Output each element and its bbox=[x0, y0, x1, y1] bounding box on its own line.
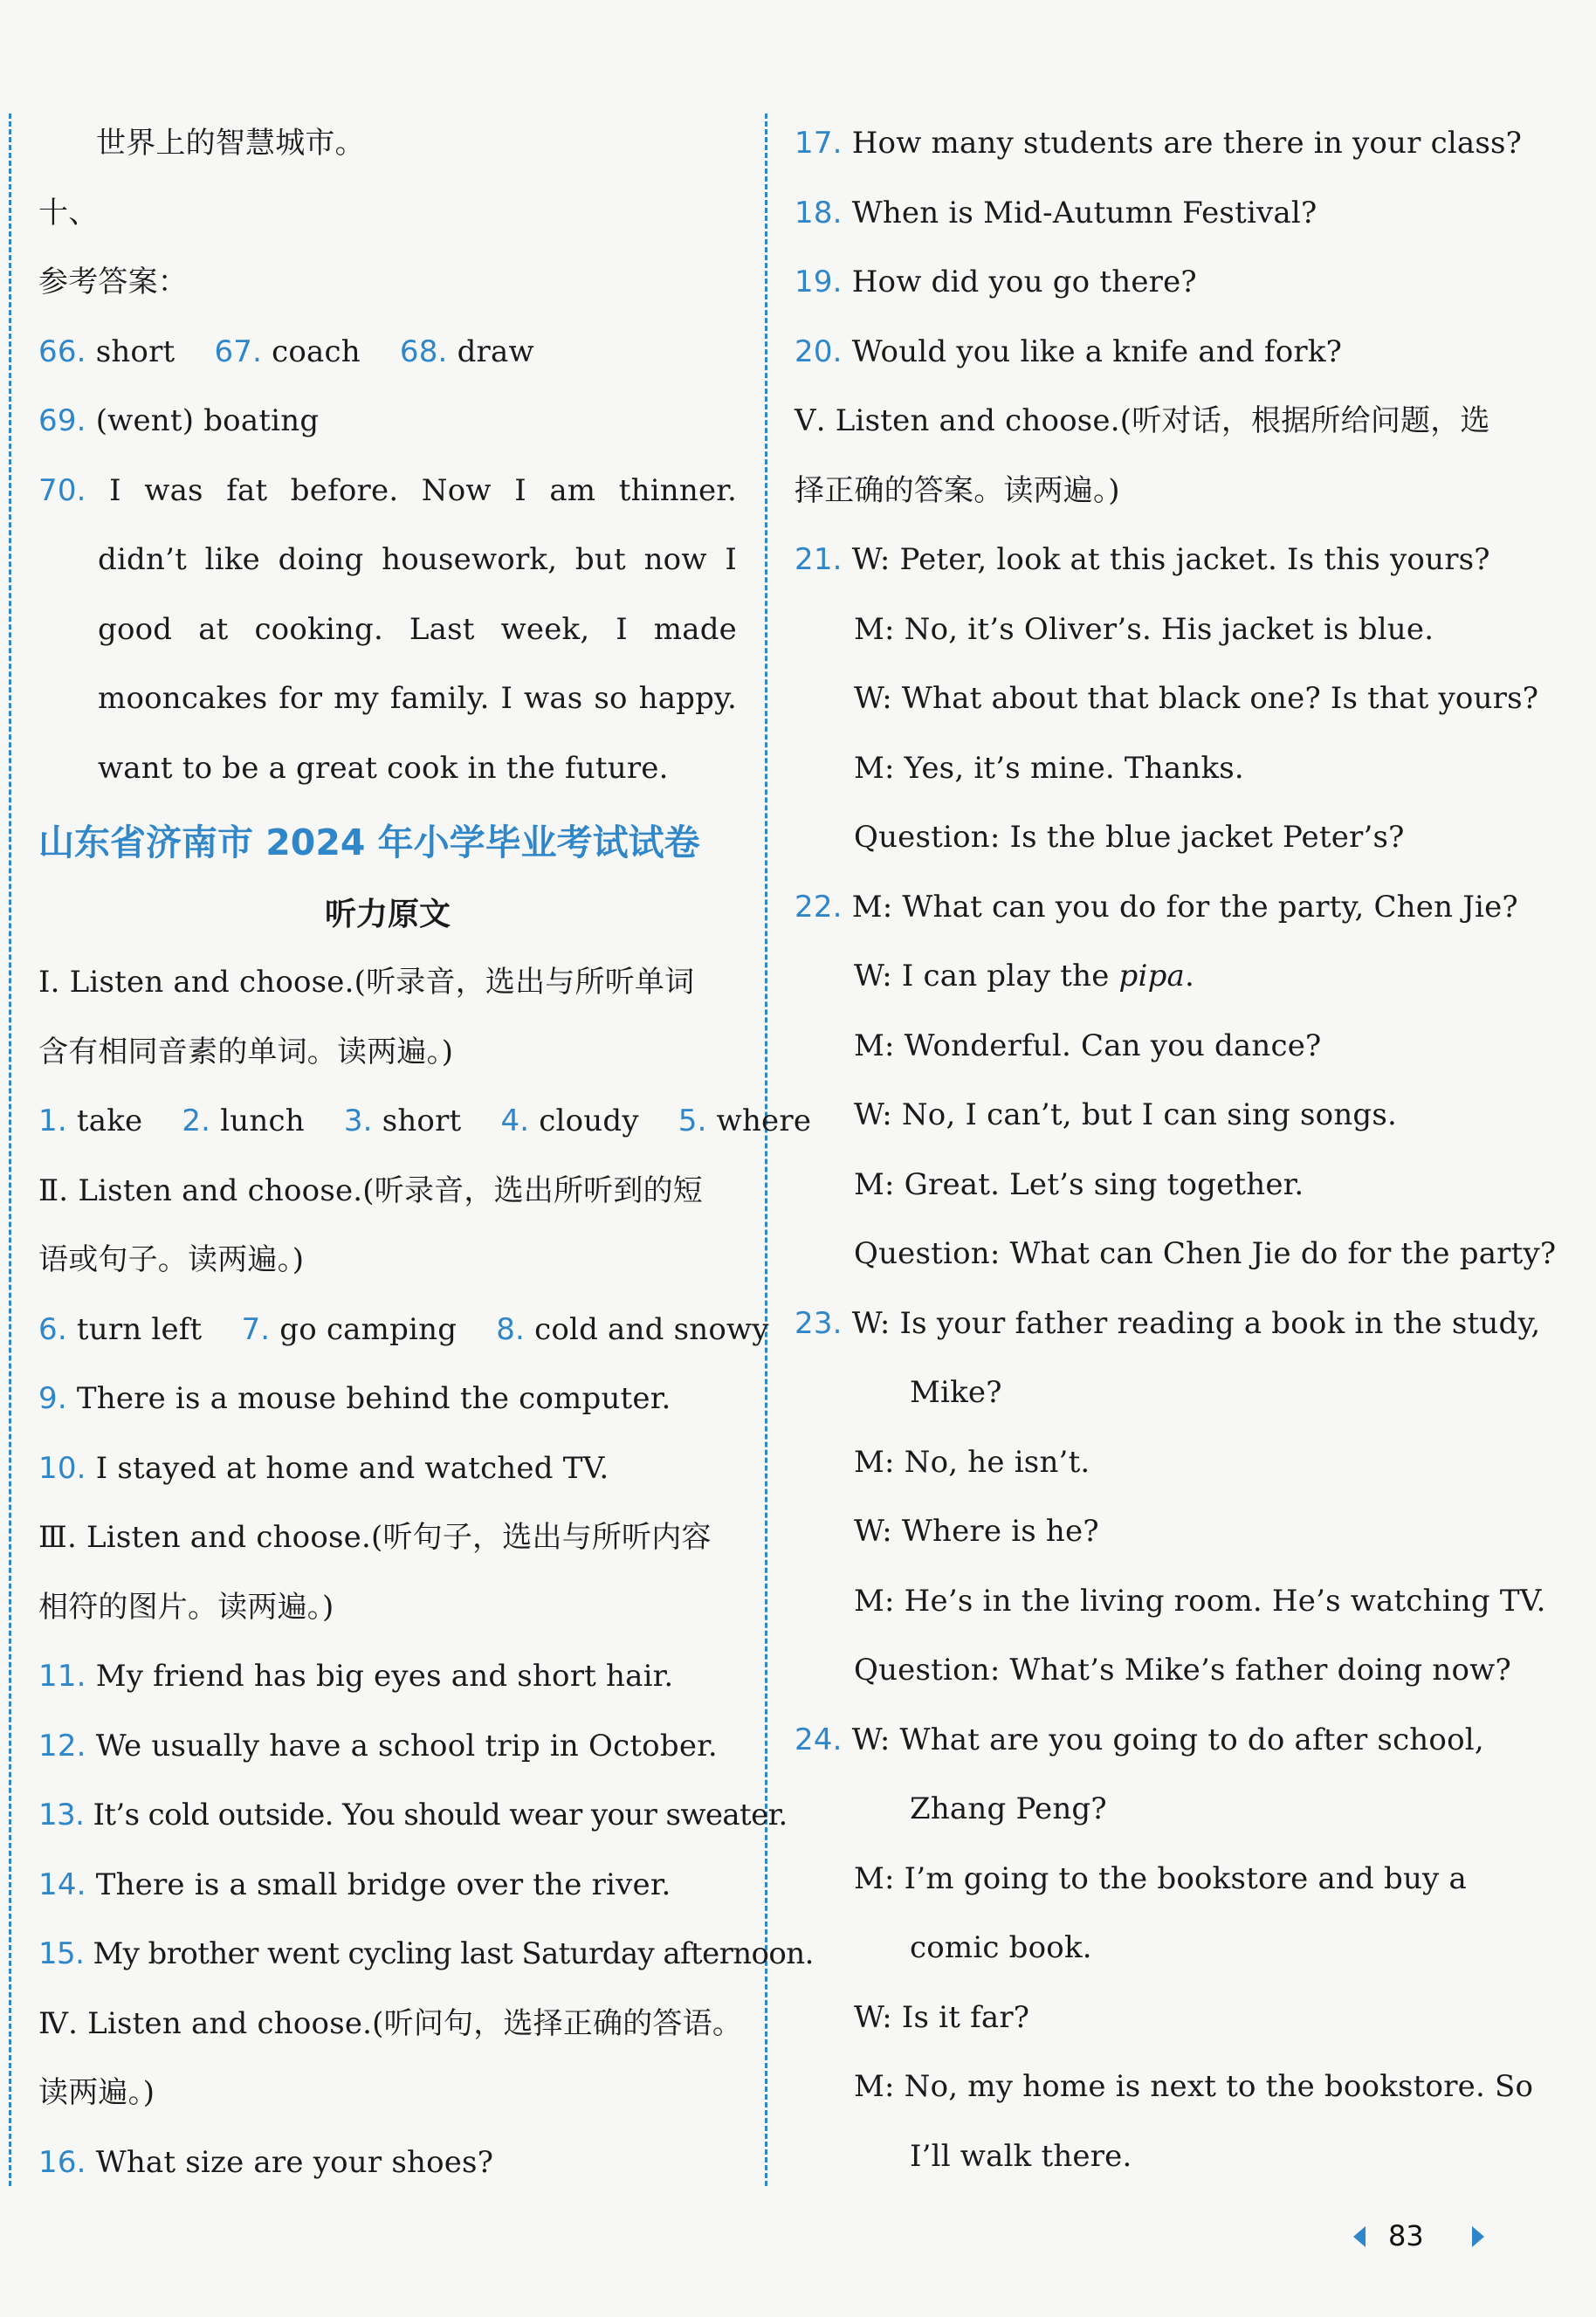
answer: short bbox=[382, 1103, 462, 1138]
part-4-instruction: 读两遍。) bbox=[38, 2075, 155, 2110]
answer: coach bbox=[272, 333, 361, 369]
answers-6-8 bbox=[38, 1296, 769, 1365]
answer-70-line bbox=[38, 457, 737, 526]
item-12 bbox=[38, 1712, 737, 1782]
dialogue-22-line bbox=[795, 942, 1493, 1012]
dialogue-21-line: W: What about that black one? Is that yours? bbox=[854, 681, 1539, 716]
dialogue-23-line: Mike? bbox=[910, 1375, 1002, 1410]
q-number: 16. bbox=[38, 2144, 86, 2180]
dialogue-text: W: I can play the bbox=[854, 959, 1119, 993]
q-number: 21. bbox=[795, 542, 843, 577]
part-5-instruction: 择正确的答案。读两遍。) bbox=[795, 472, 1120, 508]
sentence: There is a small bridge over the river. bbox=[95, 1867, 671, 1902]
q-number: 2. bbox=[182, 1103, 211, 1138]
q-number: 15. bbox=[38, 1936, 85, 1971]
q-number: 14. bbox=[38, 1867, 86, 1902]
dialogue-24-line: M: I’m going to the bookstore and buy a bbox=[854, 1860, 1467, 1896]
section-number: 十、 bbox=[38, 195, 99, 230]
q-number: 6. bbox=[38, 1311, 67, 1347]
answer-70-line: good at cooking. Last week, I made bbox=[98, 611, 737, 647]
answer: lunch bbox=[220, 1103, 305, 1138]
part-2-instruction: 语或句子。读两遍。) bbox=[38, 1242, 305, 1277]
page-footer bbox=[1353, 2209, 1493, 2261]
item-14 bbox=[38, 1851, 737, 1921]
dialogue-21-line: M: No, it’s Oliver’s. His jacket is blue. bbox=[854, 611, 1434, 647]
answers-66-68 bbox=[38, 318, 737, 388]
dialogue-text: W: Peter, look at this jacket. Is this yours? bbox=[851, 542, 1490, 577]
item-17 bbox=[795, 109, 1523, 179]
q-number: 67. bbox=[214, 333, 263, 369]
sentence: It’s cold outside. You should wear your sweater. bbox=[93, 1798, 788, 1832]
dialogue-21-question: Question: Is the blue jacket Peter’s? bbox=[854, 820, 1405, 855]
part-1-instruction: Ⅰ. Listen and choose.(听录音，选出与所听单词 bbox=[38, 965, 695, 1000]
dialogue-24-line: I’ll walk there. bbox=[910, 2138, 1132, 2174]
dialogue-24-line bbox=[795, 1706, 1493, 1776]
dialogue-23-line: M: No, he isn’t. bbox=[854, 1444, 1090, 1480]
dialogue-23-line: W: Where is he? bbox=[854, 1514, 1099, 1549]
answer: where bbox=[716, 1103, 812, 1138]
part-2-instruction: Ⅱ. Listen and choose.(听录音，选出所听到的短 bbox=[38, 1172, 703, 1208]
dialogue-21-line bbox=[795, 526, 1493, 595]
dialogue-22-line: W: No, I can’t, but I can sing songs. bbox=[854, 1097, 1398, 1132]
italic-word: pipa bbox=[1118, 959, 1186, 993]
dialogue-21-line: M: Yes, it’s mine. Thanks. bbox=[854, 750, 1244, 786]
q-number: 20. bbox=[795, 333, 843, 369]
sentence: When is Mid-Autumn Festival? bbox=[851, 195, 1317, 230]
part-5-instruction: Ⅴ. Listen and choose.(听对话，根据所给问题，选 bbox=[795, 403, 1490, 438]
dialogue-24-line: M: No, my home is next to the bookstore. So bbox=[854, 2069, 1534, 2104]
q-number: 70. bbox=[38, 472, 86, 508]
item-10 bbox=[38, 1434, 737, 1504]
q-number: 12. bbox=[38, 1728, 86, 1764]
answer: go camping bbox=[279, 1311, 457, 1347]
sentence: I stayed at home and watched TV. bbox=[95, 1450, 609, 1486]
q-number: 5. bbox=[678, 1103, 707, 1138]
part-3-instruction: Ⅲ. Listen and choose.(听句子，选出与所听内容 bbox=[38, 1520, 712, 1555]
q-number: 17. bbox=[795, 126, 843, 161]
sentence: We usually have a school trip in October. bbox=[95, 1728, 718, 1764]
q-number: 23. bbox=[795, 1305, 843, 1341]
dialogue-22-line: M: Great. Let’s sing together. bbox=[854, 1166, 1304, 1202]
dialogue-24-line: Zhang Peng? bbox=[910, 1791, 1107, 1826]
center-dashed-rule bbox=[765, 113, 767, 2186]
answer: short bbox=[95, 333, 175, 369]
answer-69 bbox=[38, 387, 737, 457]
left-column bbox=[38, 109, 814, 2197]
item-16 bbox=[38, 2128, 737, 2198]
item-20 bbox=[795, 318, 1493, 388]
item-18 bbox=[795, 179, 1493, 249]
page-number: 83 bbox=[1388, 2219, 1424, 2252]
answer: cloudy bbox=[539, 1103, 639, 1138]
listening-script-heading: 听力原文 bbox=[324, 897, 451, 932]
item-15 bbox=[38, 1920, 814, 1990]
triangle-right-icon bbox=[1472, 2226, 1484, 2247]
dialogue-text: W: Is your father reading a book in the study, bbox=[851, 1305, 1541, 1341]
answer-70-line: didn’t like doing housework, but now I bbox=[98, 542, 737, 577]
text-line: 世界上的智慧城市。 bbox=[96, 126, 365, 161]
right-column bbox=[795, 109, 1557, 2191]
dialogue-text: W: What are you going to do after school, bbox=[851, 1722, 1484, 1757]
q-number: 66. bbox=[38, 333, 86, 369]
q-number: 8. bbox=[496, 1311, 526, 1347]
sentence: My brother went cycling last Saturday afternoon. bbox=[93, 1936, 814, 1971]
dialogue-22-question: Question: What can Chen Jie do for the party? bbox=[854, 1236, 1557, 1271]
dialogue-text: M: What can you do for the party, Chen Jie? bbox=[851, 889, 1518, 925]
q-number: 18. bbox=[795, 195, 843, 230]
dialogue-23-question: Question: What’s Mike’s father doing now? bbox=[854, 1653, 1511, 1688]
item-11 bbox=[38, 1642, 737, 1712]
answer: turn left bbox=[76, 1311, 203, 1347]
sentence: How many students are there in your class? bbox=[851, 126, 1523, 161]
answer: draw bbox=[457, 333, 534, 369]
sentence: How did you go there? bbox=[851, 265, 1197, 299]
part-1-instruction: 含有相同音素的单词。读两遍。) bbox=[38, 1034, 454, 1069]
triangle-left-icon bbox=[1353, 2226, 1366, 2247]
answer-text: I was fat before. Now I am thinner. bbox=[109, 472, 737, 508]
sentence: What size are your shoes? bbox=[95, 2144, 494, 2180]
answer-70-line: mooncakes for my family. I was so happy. bbox=[98, 681, 737, 716]
item-19 bbox=[795, 248, 1493, 318]
q-number: 10. bbox=[38, 1450, 86, 1486]
dialogue-23-line bbox=[795, 1289, 1541, 1359]
sentence: There is a mouse behind the computer. bbox=[76, 1381, 671, 1416]
q-number: 7. bbox=[241, 1311, 271, 1347]
sentence: Would you like a knife and fork? bbox=[851, 333, 1343, 369]
q-number: 9. bbox=[38, 1381, 67, 1416]
q-number: 1. bbox=[38, 1103, 67, 1138]
dialogue-24-line: W: Is it far? bbox=[854, 1999, 1030, 2035]
answer: (went) boating bbox=[95, 403, 320, 438]
q-number: 22. bbox=[795, 889, 843, 925]
dialogue-22-line: M: Wonderful. Can you dance? bbox=[854, 1028, 1322, 1063]
item-9 bbox=[38, 1365, 737, 1434]
dialogue-23-line: M: He’s in the living room. He’s watching TV. bbox=[854, 1583, 1546, 1619]
punctuation: . bbox=[1185, 959, 1195, 993]
left-dashed-rule bbox=[9, 113, 11, 2186]
answer: take bbox=[76, 1103, 143, 1138]
item-13 bbox=[38, 1781, 788, 1851]
reference-answer-label: 参考答案： bbox=[38, 265, 188, 299]
sentence: My friend has big eyes and short hair. bbox=[95, 1659, 674, 1694]
part-3-instruction: 相符的图片。读两遍。) bbox=[38, 1589, 334, 1625]
q-number: 68. bbox=[399, 333, 448, 369]
q-number: 4. bbox=[500, 1103, 530, 1138]
exam-title: 山东省济南市 2024 年小学毕业考试试卷 bbox=[38, 822, 700, 863]
dialogue-24-line: comic book. bbox=[910, 1930, 1092, 1965]
q-number: 11. bbox=[38, 1659, 86, 1694]
part-4-instruction: Ⅳ. Listen and choose.(听问句，选择正确的答语。 bbox=[38, 2005, 743, 2041]
dialogue-22-line bbox=[795, 873, 1518, 943]
q-number: 13. bbox=[38, 1798, 85, 1832]
q-number: 3. bbox=[343, 1103, 373, 1138]
q-number: 24. bbox=[795, 1722, 843, 1757]
q-number: 19. bbox=[795, 265, 843, 299]
answer-70-line: want to be a great cook in the future. bbox=[98, 750, 669, 786]
q-number: 69. bbox=[38, 403, 86, 438]
answer: cold and snowy bbox=[534, 1311, 769, 1347]
answers-1-5 bbox=[38, 1087, 812, 1157]
